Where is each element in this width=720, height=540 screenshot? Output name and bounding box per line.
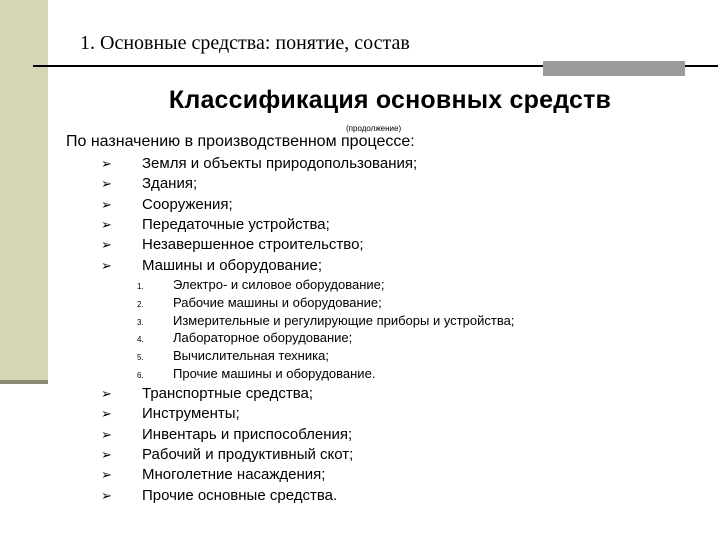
header-grey-bar [543,61,685,76]
numbered-item [137,277,385,295]
section-heading: По назначению в производственном процессе: [66,133,415,150]
numbered-item-number: 4. [137,335,144,345]
list-item [101,426,352,446]
numbered-item-number: 6. [137,371,144,380]
numbered-item-label: Лабораторное оборудование; [173,330,353,346]
list-item [101,175,197,195]
numbered-item-label: Рабочие машины и оборудование; [173,294,382,310]
list-item [101,487,337,507]
numbered-item-number: 2. [137,299,144,309]
list-item [101,196,233,216]
arrow-bullet-icon: ➢ [101,386,112,401]
list-item-label: Инструменты; [142,405,240,423]
list-item-label: Земля и объекты природопользования; [142,155,418,172]
arrow-bullet-icon: ➢ [101,467,112,483]
numbered-item [137,366,375,384]
subtitle: (продолжение) [346,124,402,133]
list-item [101,405,240,425]
left-band-shadow [0,380,48,384]
header-title: 1. Основные средства: понятие, состав [80,32,410,54]
list-item-label: Транспортные средства; [142,385,313,402]
list-item-label: Инвентарь и приспособления; [142,425,353,443]
numbered-item-number: 5. [137,353,144,363]
list-item-label: Машины и оборудование; [142,256,323,274]
arrow-bullet-icon: ➢ [101,237,112,253]
list-item-label: Здания; [142,175,198,193]
list-item-label: Рабочий и продуктивный скот; [142,445,354,463]
arrow-bullet-icon: ➢ [101,156,112,171]
arrow-bullet-icon: ➢ [101,487,112,503]
arrow-bullet-icon: ➢ [101,216,112,232]
arrow-bullet-icon: ➢ [101,176,112,192]
list-item-label: Передаточные устройства; [142,215,330,233]
list-item-label: Многолетние насаждения; [142,466,326,484]
arrow-bullet-icon: ➢ [101,426,112,442]
numbered-item-label: Вычислительная техника; [173,348,329,364]
numbered-item-label: Электро- и силовое оборудование; [173,277,385,292]
arrow-bullet-icon: ➢ [101,196,112,212]
numbered-item [137,348,329,366]
numbered-item [137,313,514,331]
list-item [101,155,417,175]
list-item [101,466,325,486]
list-item [101,236,364,256]
list-item-label: Незавершенное строительство; [142,236,364,254]
arrow-bullet-icon: ➢ [101,446,112,462]
list-item-label: Сооружения; [142,195,233,213]
numbered-item [137,295,382,313]
arrow-bullet-icon: ➢ [101,257,112,273]
left-decorative-band [0,0,48,382]
arrow-bullet-icon: ➢ [101,406,112,422]
list-item [101,385,313,405]
list-item [101,216,330,236]
numbered-item-label: Прочие машины и оборудование. [173,366,376,381]
numbered-item [137,330,352,348]
main-title: Классификация основных средств [168,86,612,114]
numbered-item-number: 1. [137,282,144,291]
numbered-item-number: 3. [137,317,144,327]
list-item [101,257,322,277]
numbered-item-label: Измерительные и регулирующие приборы и устройства; [173,312,515,328]
list-item [101,446,353,466]
list-item-label: Прочие основные средства. [142,486,338,504]
